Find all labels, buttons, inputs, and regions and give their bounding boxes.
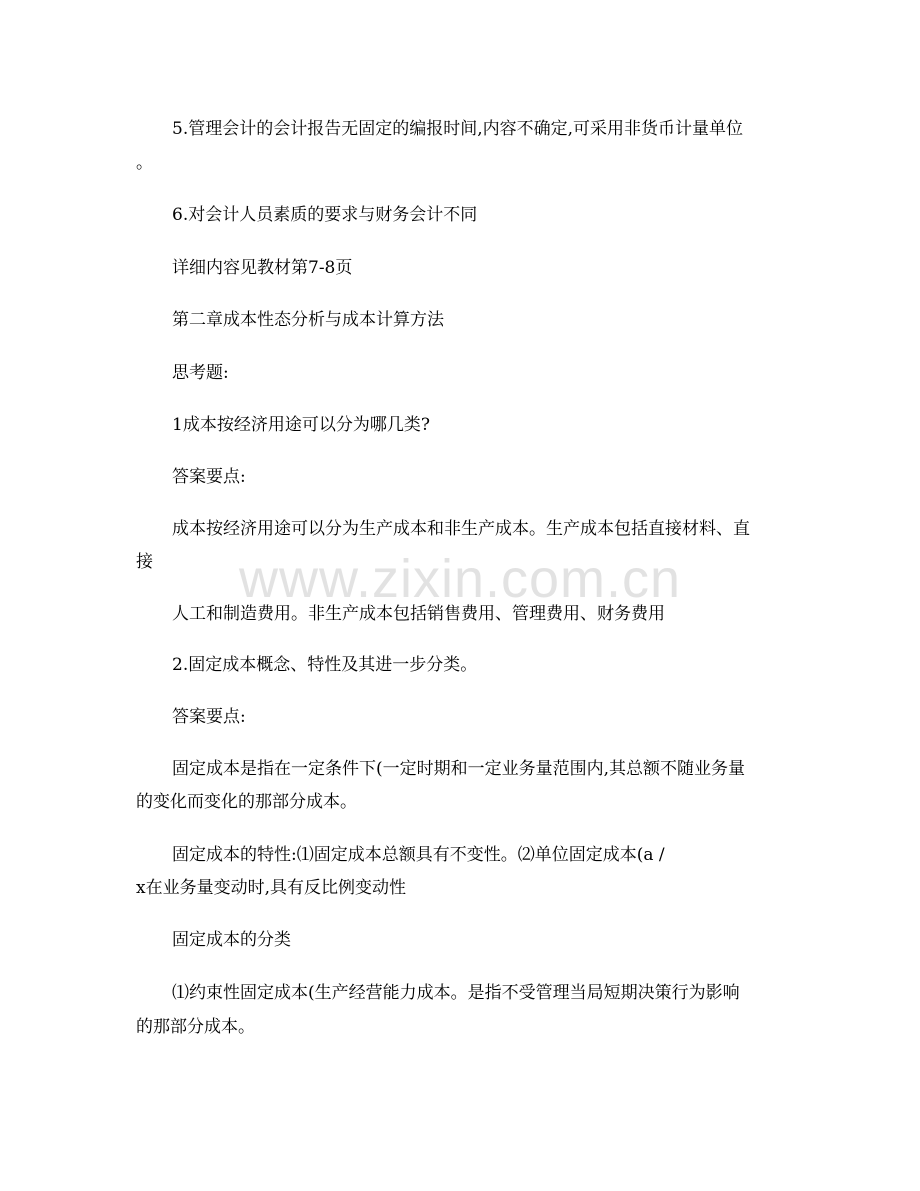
paragraph-line: 人工和制造费用。非生产成本包括销售费用、管理费用、财务费用 [172,604,665,624]
paragraph-line: 的变化而变化的那部分成本。 [136,792,357,812]
paragraph-line: 固定成本是指在一定条件下(一定时期和一定业务量范围内,其总额不随业务量 [172,759,746,779]
paragraph-line: 答案要点: [172,707,246,727]
paragraph-line: 固定成本的特性:⑴固定成本总额具有不变性。⑵单位固定成本(a / [172,845,665,865]
paragraph-line: ⑴约束性固定成本(生产经营能力成本。是指不受管理当局短期决策行为影响 [172,983,740,1003]
paragraph-line: 。 [136,153,153,173]
paragraph-line: 接 [136,552,153,572]
paragraph-line: x在业务量变动时,具有反比例变动性 [136,878,406,898]
paragraph-line: 成本按经济用途可以分为生产成本和非生产成本。生产成本包括直接材料、直 [172,519,750,539]
paragraph-line: 5.管理会计的会计报告无固定的编报时间,内容不确定,可采用非货币计量单位 [172,119,744,139]
paragraph-line: 思考题: [172,363,229,383]
question-line: 2.固定成本概念、特性及其进一步分类。 [172,655,478,675]
paragraph-line: 详细内容见教材第7-8页 [172,258,353,278]
paragraph-line: 6.对会计人员素质的要求与财务会计不同 [172,205,478,225]
question-line: 1成本按经济用途可以分为哪几类? [172,415,430,435]
chapter-heading: 第二章成本性态分析与成本计算方法 [172,310,444,330]
watermark-text: www.zixin.com.cn [238,549,682,609]
paragraph-line: 的那部分成本。 [136,1017,255,1037]
paragraph-line: 固定成本的分类 [172,930,291,950]
paragraph-line: 答案要点: [172,467,246,487]
